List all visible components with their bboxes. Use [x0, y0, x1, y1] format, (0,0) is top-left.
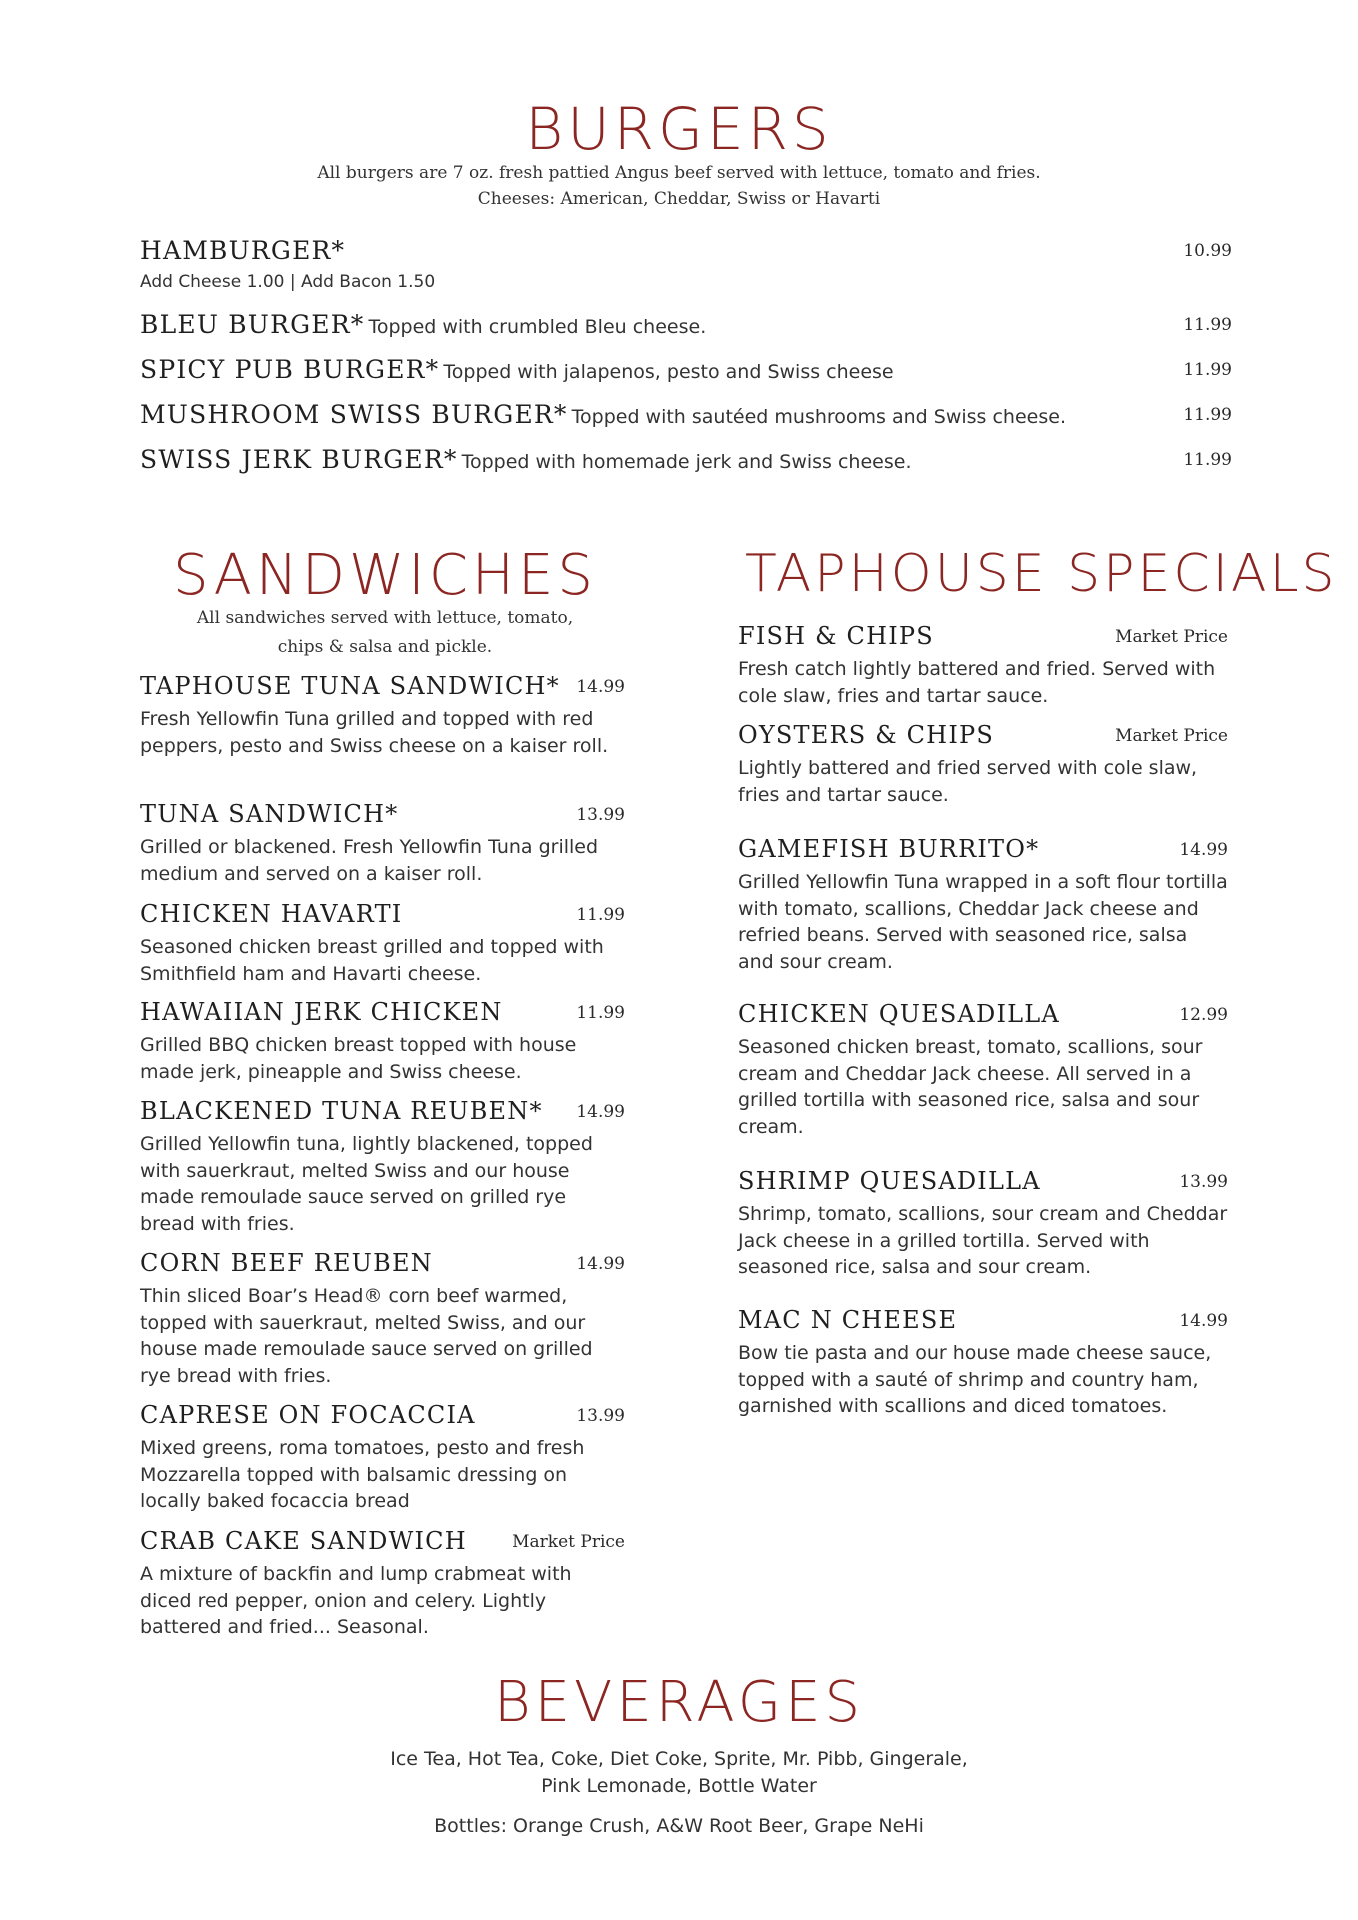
burger-item-swiss-jerk — [140, 445, 1232, 479]
sandwich-price: 11.99 — [576, 905, 625, 925]
special-name: SHRIMP QUESADILLA — [738, 1167, 1041, 1195]
sandwich-description: Grilled or blackened. Fresh Yellowfin Tuna grilled medium and served on a kaiser roll. — [140, 836, 599, 885]
sandwich-item-blackened-tuna-reuben — [140, 1097, 625, 1237]
sandwiches-intro-line-2: chips & salsa and pickle. — [277, 637, 493, 657]
special-description: Grilled Yellowfin Tuna wrapped in a soft flour tortilla with tomato, scallions, Cheddar Jack cheese and refried beans. Served with seasoned rice, salsa and sour cream. — [738, 871, 1228, 973]
sandwich-name: HAWAIIAN JERK CHICKEN — [140, 998, 503, 1026]
special-item-fish-and-chips — [738, 622, 1228, 709]
burger-item-spicy-pub — [140, 355, 1232, 389]
burger-name: SPICY PUB BURGER* — [140, 355, 440, 384]
special-item-mac-n-cheese — [738, 1306, 1228, 1420]
burger-price: 11.99 — [1183, 405, 1232, 425]
sandwich-price: 13.99 — [576, 805, 625, 825]
sandwich-item-chicken-havarti — [140, 900, 625, 987]
burger-description: Topped with sautéed mushrooms and Swiss cheese. — [571, 406, 1066, 428]
sandwich-name: CORN BEEF REUBEN — [140, 1249, 433, 1277]
sandwich-name: BLACKENED TUNA REUBEN* — [140, 1097, 543, 1125]
special-price: 13.99 — [1179, 1172, 1228, 1192]
burger-item-bleu — [140, 310, 1232, 344]
burger-name: SWISS JERK BURGER* — [140, 445, 458, 474]
special-description: Shrimp, tomato, scallions, sour cream and Cheddar Jack cheese in a grilled tortilla. Served with seasoned rice, salsa and sour cream. — [738, 1203, 1228, 1278]
sandwich-price: 13.99 — [576, 1406, 625, 1426]
burger-name: BLEU BURGER* — [140, 310, 365, 339]
burgers-intro-line-2: Cheeses: American, Cheddar, Swiss or Havarti — [477, 189, 881, 209]
beverages-line-1: Ice Tea, Hot Tea, Coke, Diet Coke, Sprite, Mr. Pibb, Gingerale, — [390, 1748, 968, 1770]
beverages-line-3: Bottles: Orange Crush, A&W Root Beer, Grape NeHi — [434, 1815, 924, 1837]
special-item-oysters-and-chips — [738, 721, 1228, 808]
burger-price: 11.99 — [1183, 450, 1232, 470]
sandwich-price: 14.99 — [576, 1254, 625, 1274]
burger-description: Topped with homemade jerk and Swiss cheese. — [461, 451, 912, 473]
burger-item-mushroom-swiss — [140, 400, 1232, 434]
sandwich-description: Fresh Yellowfin Tuna grilled and topped with red peppers, pesto and Swiss cheese on a kaiser roll. — [140, 708, 609, 757]
special-name: OYSTERS & CHIPS — [738, 721, 994, 749]
sandwich-description: A mixture of backfin and lump crabmeat with diced red pepper, onion and celery. Lightly battered and fried... Seasonal. — [140, 1563, 572, 1638]
sandwich-item-taphouse-tuna — [140, 672, 625, 759]
sandwich-price: Market Price — [512, 1532, 625, 1552]
burger-item-hamburger — [140, 236, 1232, 270]
burgers-intro-line-1: All burgers are 7 oz. fresh pattied Angus beef served with lettuce, tomato and fries. — [317, 163, 1041, 183]
sandwich-price: 14.99 — [576, 1102, 625, 1122]
burgers-title: BURGERS — [525, 95, 833, 163]
sandwich-price: 14.99 — [576, 677, 625, 697]
sandwiches-title: SANDWICHES — [173, 543, 597, 608]
special-price: 14.99 — [1179, 840, 1228, 860]
special-price: Market Price — [1115, 627, 1228, 647]
special-description: Lightly battered and fried served with cole slaw, fries and tartar sauce. — [738, 757, 1198, 806]
special-description: Bow tie pasta and our house made cheese sauce, topped with a sauté of shrimp and country ham, garnished with scallions and diced tomatoes. — [738, 1342, 1212, 1417]
special-name: FISH & CHIPS — [738, 622, 934, 650]
sandwich-item-corn-beef-reuben — [140, 1249, 625, 1389]
sandwich-name: CRAB CAKE SANDWICH — [140, 1527, 467, 1555]
sandwich-name: CHICKEN HAVARTI — [140, 900, 403, 928]
special-description: Fresh catch lightly battered and fried. Served with cole slaw, fries and tartar sauce. — [738, 658, 1216, 707]
beverages-line-2: Pink Lemonade, Bottle Water — [541, 1775, 817, 1797]
sandwich-description: Thin sliced Boar’s Head® corn beef warmed, topped with sauerkraut, melted Swiss, and our house made remoulade sauce served on grilled rye bread with fries. — [140, 1285, 593, 1387]
sandwich-item-caprese — [140, 1401, 625, 1515]
sandwich-item-tuna — [140, 800, 625, 887]
special-price: Market Price — [1115, 726, 1228, 746]
burger-name: HAMBURGER* — [140, 236, 346, 265]
sandwich-description: Grilled Yellowfin tuna, lightly blackened, topped with sauerkraut, melted Swiss and our house made remoulade sauce served on grilled rye bread with fries. — [140, 1133, 593, 1235]
burger-price: 10.99 — [1183, 241, 1232, 261]
sandwich-name: TUNA SANDWICH* — [140, 800, 399, 828]
specials-title: TAPHOUSE SPECIALS — [745, 544, 1338, 604]
sandwich-description: Mixed greens, roma tomatoes, pesto and fresh Mozzarella topped with balsamic dressing on locally baked focaccia bread — [140, 1437, 585, 1512]
sandwich-item-crab-cake — [140, 1527, 625, 1641]
burger-description: Topped with jalapenos, pesto and Swiss cheese — [443, 361, 894, 383]
sandwich-item-hawaiian-jerk-chicken — [140, 998, 625, 1085]
burger-price: 11.99 — [1183, 360, 1232, 380]
special-description: Seasoned chicken breast, tomato, scallions, sour cream and Cheddar Jack cheese. All served in a grilled tortilla with seasoned rice, salsa and sour cream. — [738, 1036, 1203, 1138]
sandwich-price: 11.99 — [576, 1003, 625, 1023]
special-item-shrimp-quesadilla — [738, 1167, 1228, 1281]
beverages-title: BEVERAGES — [493, 1670, 865, 1735]
special-item-chicken-quesadilla — [738, 1000, 1228, 1140]
burger-addon-options: Add Cheese 1.00 | Add Bacon 1.50 — [140, 272, 436, 292]
burger-price: 11.99 — [1183, 315, 1232, 335]
sandwich-description: Seasoned chicken breast grilled and topped with Smithfield ham and Havarti cheese. — [140, 936, 604, 985]
sandwich-description: Grilled BBQ chicken breast topped with house made jerk, pineapple and Swiss cheese. — [140, 1034, 577, 1083]
sandwich-name: CAPRESE ON FOCACCIA — [140, 1401, 476, 1429]
special-price: 14.99 — [1179, 1311, 1228, 1331]
special-price: 12.99 — [1179, 1005, 1228, 1025]
sandwich-name: TAPHOUSE TUNA SANDWICH* — [140, 672, 560, 700]
special-name: GAMEFISH BURRITO* — [738, 835, 1040, 863]
special-name: CHICKEN QUESADILLA — [738, 1000, 1060, 1028]
sandwiches-intro-line-1: All sandwiches served with lettuce, tomato, — [196, 608, 574, 628]
burger-description: Topped with crumbled Bleu cheese. — [368, 316, 707, 338]
special-item-gamefish-burrito — [738, 835, 1228, 975]
special-name: MAC N CHEESE — [738, 1306, 958, 1334]
burger-name: MUSHROOM SWISS BURGER* — [140, 400, 568, 429]
